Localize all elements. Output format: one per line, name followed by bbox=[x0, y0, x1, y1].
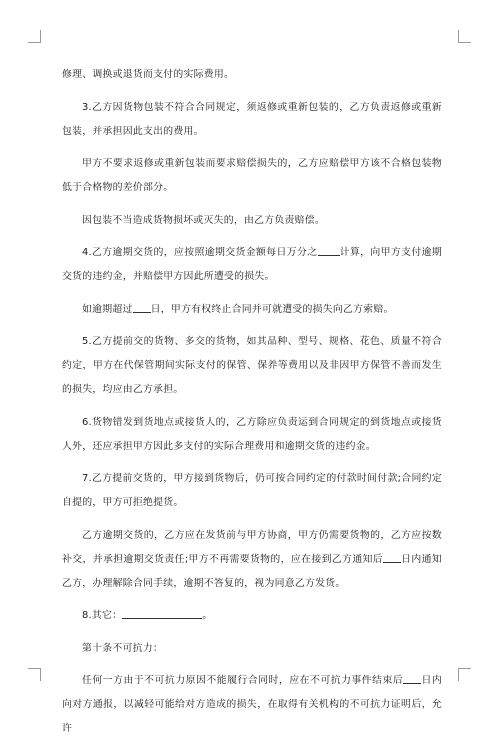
paragraph-p10 bbox=[62, 524, 442, 596]
paragraph-text: 任何一方由于不可抗力原因不能履行合同时，应在不可抗力事件结束后 bbox=[82, 675, 404, 686]
paragraph-p3 bbox=[62, 152, 442, 200]
paragraph-text: 修理、调换或退货而支付的实际费用。 bbox=[62, 69, 235, 80]
paragraph-text: 因包装不当造成货物损坏或灭失的，由乙方负责赔偿。 bbox=[82, 214, 326, 226]
paragraph-p9 bbox=[62, 467, 442, 515]
paragraph-p13 bbox=[62, 669, 442, 741]
paragraph-p5 bbox=[62, 241, 442, 289]
paragraph-text: 第十条不可抗力： bbox=[82, 642, 164, 654]
crop-mark-bottom-right bbox=[458, 668, 471, 681]
paragraph-text: 如逾期超过 bbox=[82, 303, 133, 315]
paragraph-text: 8.其它： bbox=[82, 610, 123, 621]
paragraph-p2 bbox=[62, 96, 442, 144]
paragraph-p11 bbox=[62, 604, 442, 628]
paragraph-text: 5.乙方提前交的货物、多交的货物，如其品种、型号、规格、花色、质量不符合约定，甲方在代保管期间实际支付的保管、保养等费用以及非因甲方保管不善而发生的损失，均应由乙方承担。 bbox=[62, 336, 442, 395]
fill-in-blank bbox=[403, 673, 421, 684]
fill-in-blank bbox=[133, 302, 151, 313]
paragraph-p6 bbox=[62, 298, 442, 322]
paragraph-text: 7.乙方提前交货的，甲方接到货物后，仍可按合同约定的付款时间付款;合同约定自提的，甲方可拒绝提货。 bbox=[62, 473, 442, 508]
paragraph-p12 bbox=[62, 637, 442, 661]
fill-in-blank bbox=[383, 552, 401, 563]
paragraph-text: 计算，向甲方支付逾期交货的违约金，并赔偿甲方因此所遭受的损失。 bbox=[62, 247, 442, 282]
document-body bbox=[62, 63, 442, 750]
fill-in-blank bbox=[122, 608, 202, 619]
paragraph-text: 日内向对方通报，以减轻可能给对方造成的损失，在取得有关机构的不可抗力证明后，允许 bbox=[62, 675, 442, 734]
paragraph-text: 。 bbox=[202, 610, 213, 621]
paragraph-text: 乙方逾期交货的，乙方应在发货前与甲方协商，甲方仍需要货物的，乙方应按数补交，并承担逾期交货责任;甲方不再需要货物的，应在接到乙方通知后 bbox=[62, 529, 442, 565]
paragraph-p4 bbox=[62, 209, 442, 233]
paragraph-p7 bbox=[62, 330, 442, 402]
paragraph-text: 日，甲方有权终止合同并可就遭受的损失向乙方索赔。 bbox=[150, 303, 394, 315]
paragraph-text: 4.乙方逾期交货的，应按照逾期交货金额每日万分之 bbox=[82, 247, 318, 258]
fill-in-blank bbox=[318, 245, 340, 256]
crop-mark-top-left bbox=[28, 30, 41, 43]
paragraph-text: 3.乙方因货物包装不符合合同规定，须返修或重新包装的，乙方负责返修或重新包装，并承担因此支出的费用。 bbox=[62, 101, 442, 137]
paragraph-text: 6.货物错发到货地点或接货人的，乙方除应负责运到合同规定的到货地点或接货人外，还应承担甲方因此多支付的实际合理费用和逾期交货的违约金。 bbox=[62, 416, 442, 452]
paragraph-text: 日内通知乙方，办理解除合同手续，逾期不答复的，视为同意乙方发货。 bbox=[62, 553, 442, 589]
paragraph-text: 甲方不要求返修或重新包装而要求赔偿损失的，乙方应赔偿甲方该不合格包装物低于合格物的差价部分。 bbox=[62, 158, 442, 193]
paragraph-p1 bbox=[62, 63, 442, 87]
crop-mark-top-right bbox=[458, 30, 471, 43]
paragraph-p8 bbox=[62, 411, 442, 459]
crop-mark-bottom-left bbox=[28, 668, 41, 681]
